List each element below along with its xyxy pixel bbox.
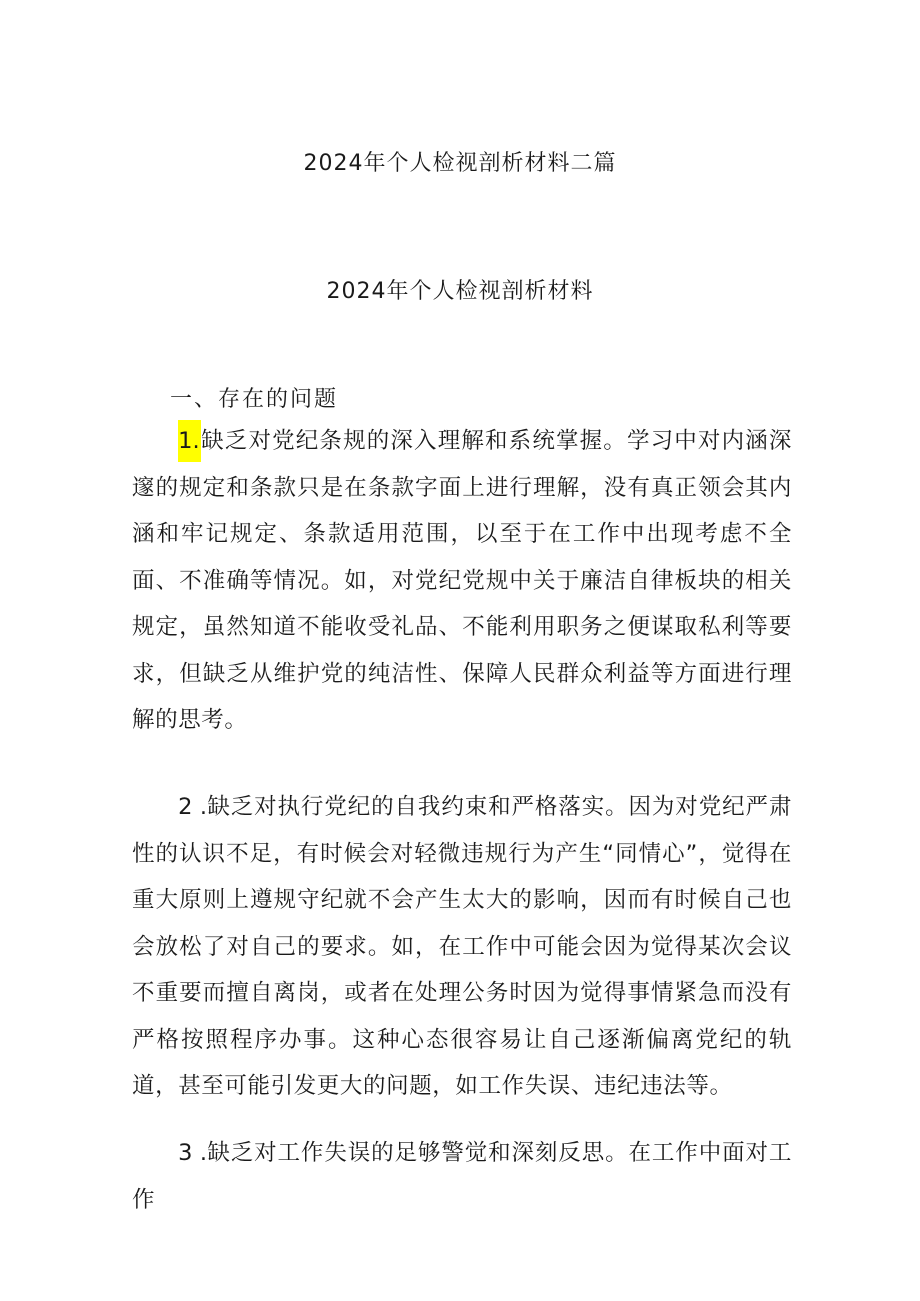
paragraph-3-text: 缺乏对工作失误的足够警觉和深刻反思。在工作中面对工作: [132, 1140, 792, 1213]
document-subtitle: 2024年个人检视剖析材料: [326, 279, 594, 304]
section-heading: 一、存在的问题: [170, 387, 339, 412]
paragraph-1: [132, 418, 792, 744]
paragraph-3: [132, 1130, 792, 1223]
paragraph-1-text: 缺乏对党纪条规的深入理解和系统掌握。学习中对内涵深邃的规定和条款只是在条款字面上进行理解，没有真正领会其内涵和牢记规定、条款适用范围，以至于在工作中出现考虑不全面、不准确等情况。如，对党纪党规中关于廉洁自律板块的相关规定，虽然知道不能收受礼品、不能利用职务之便谋取私利等要求，但缺乏从维护党的纯洁性、保障人民群众利益等方面进行理解的思考。: [132, 428, 792, 733]
document-title: 2024年个人检视剖析材料二篇: [303, 151, 617, 176]
paragraph-2: [132, 784, 792, 1110]
paragraph-1-number: 1.: [178, 420, 200, 462]
paragraph-2-number: 2 .: [178, 794, 208, 820]
paragraph-3-number: 3 .: [178, 1140, 208, 1166]
paragraph-2-text: 缺乏对执行党纪的自我约束和严格落实。因为对党纪严肃性的认识不足，有时候会对轻微违规行为产生“同情心”，觉得在重大原则上遵规守纪就不会产生太大的影响，因而有时候自己也会放松了对自己的要求。如，在工作中可能会因为觉得某次会议不重要而擅自离岗，或者在处理公务时因为觉得事情紧急而没有严格按照程序办事。这种心态很容易让自己逐渐偏离党纪的轨道，甚至可能引发更大的问题，如工作失误、违纪违法等。: [132, 794, 792, 1099]
